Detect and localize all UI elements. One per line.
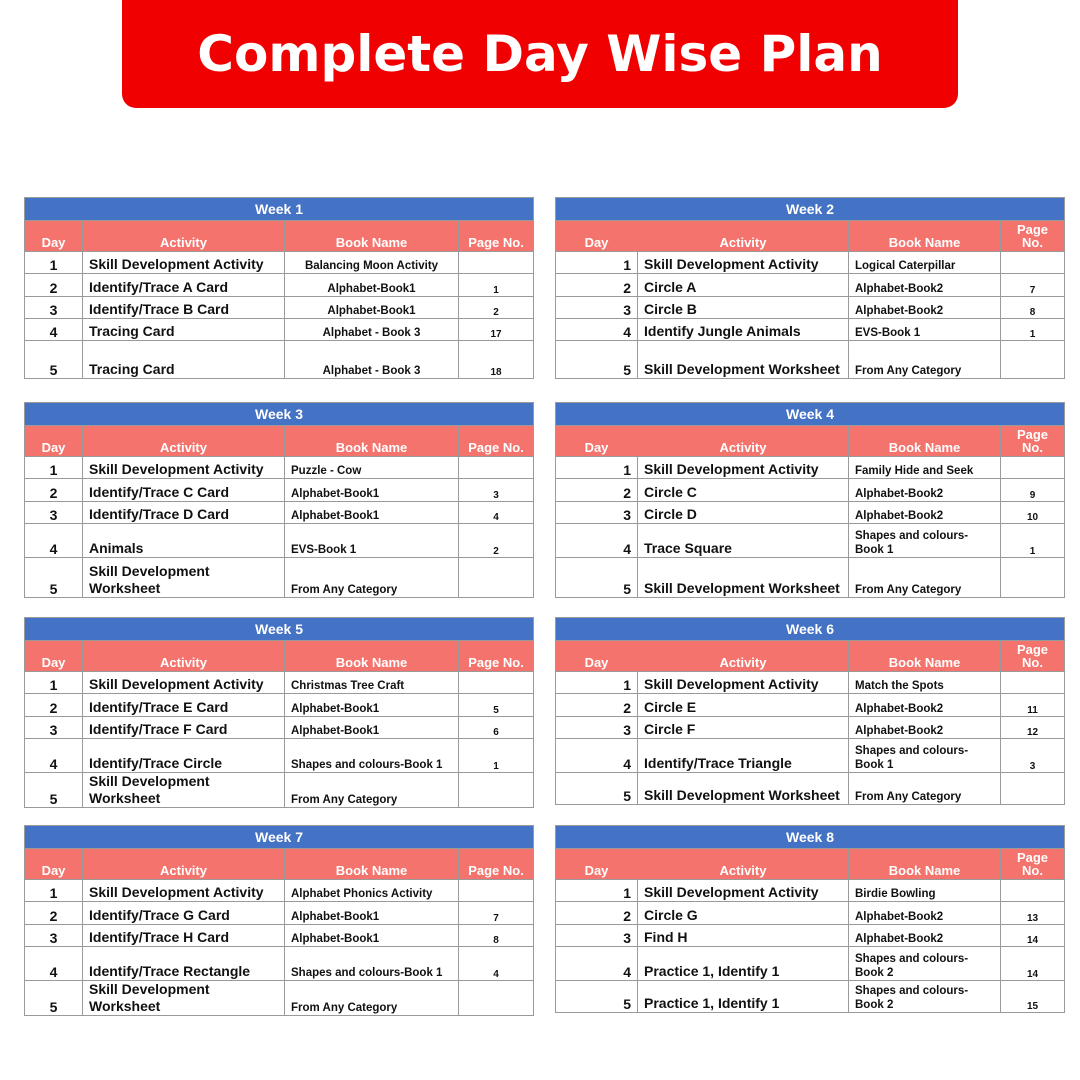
day-cell: 5 <box>556 341 638 379</box>
header-page-no: Page No. <box>1001 849 1065 880</box>
day-cell: 1 <box>25 252 83 274</box>
table-row <box>25 479 534 502</box>
table-row <box>25 341 534 379</box>
header-activity: Activity <box>83 849 285 880</box>
book-name-cell: Birdie Bowling <box>849 880 1001 902</box>
page-no-cell <box>459 558 534 598</box>
page-no-cell <box>1001 558 1065 598</box>
activity-cell: Identify/Trace H Card <box>83 925 285 947</box>
table-row <box>25 773 534 808</box>
week-title: Week 5 <box>25 618 534 641</box>
page-no-cell: 7 <box>459 902 534 925</box>
header-day: Day <box>556 221 638 252</box>
book-name-cell: From Any Category <box>285 981 459 1016</box>
book-name-cell: Shapes and colours-Book 1 <box>849 524 1001 558</box>
activity-cell: Practice 1, Identify 1 <box>638 981 849 1013</box>
book-name-cell: Shapes and colours-Book 1 <box>285 947 459 981</box>
week-table <box>555 402 1065 598</box>
book-name-cell: Alphabet-Book1 <box>285 479 459 502</box>
page-no-cell: 7 <box>1001 274 1065 297</box>
page-no-cell: 17 <box>459 319 534 341</box>
table-row <box>25 457 534 479</box>
activity-cell: Animals <box>83 524 285 558</box>
day-cell: 1 <box>556 252 638 274</box>
table-row <box>25 672 534 694</box>
header-book-name: Book Name <box>849 849 1001 880</box>
activity-cell: Identify/Trace C Card <box>83 479 285 502</box>
day-cell: 1 <box>25 457 83 479</box>
day-cell: 3 <box>556 717 638 739</box>
page-no-cell: 1 <box>459 739 534 773</box>
day-cell: 4 <box>556 319 638 341</box>
activity-cell: Skill Development Worksheet <box>638 558 849 598</box>
book-name-cell: Balancing Moon Activity <box>285 252 459 274</box>
day-cell: 4 <box>556 524 638 558</box>
page-no-cell: 9 <box>1001 479 1065 502</box>
day-cell: 5 <box>25 341 83 379</box>
day-cell: 4 <box>25 947 83 981</box>
table-row <box>25 902 534 925</box>
day-cell: 2 <box>556 479 638 502</box>
table-row <box>25 694 534 717</box>
page-no-cell <box>1001 252 1065 274</box>
week-title: Week 8 <box>556 826 1065 849</box>
page-no-cell: 18 <box>459 341 534 379</box>
activity-cell: Identify/Trace F Card <box>83 717 285 739</box>
table-row <box>556 773 1065 805</box>
page-no-cell <box>1001 457 1065 479</box>
table-row <box>556 457 1065 479</box>
book-name-cell: Alphabet-Book2 <box>849 479 1001 502</box>
page-no-cell: 13 <box>1001 902 1065 925</box>
page-no-cell: 14 <box>1001 925 1065 947</box>
page-no-cell: 4 <box>459 502 534 524</box>
table-row <box>25 274 534 297</box>
page-no-cell: 15 <box>1001 981 1065 1013</box>
week-table <box>555 617 1065 805</box>
day-cell: 4 <box>556 947 638 981</box>
book-name-cell: Alphabet-Book2 <box>849 297 1001 319</box>
header-page-no: Page No. <box>459 641 534 672</box>
book-name-cell: From Any Category <box>849 558 1001 598</box>
table-row <box>556 252 1065 274</box>
day-cell: 3 <box>25 925 83 947</box>
day-cell: 5 <box>25 981 83 1016</box>
page-no-cell: 10 <box>1001 502 1065 524</box>
activity-cell: Skill Development Activity <box>83 252 285 274</box>
week-table <box>24 825 534 1016</box>
page-no-cell: 2 <box>459 297 534 319</box>
table-row <box>556 902 1065 925</box>
table-row <box>25 739 534 773</box>
activity-cell: Identify/Trace Circle <box>83 739 285 773</box>
book-name-cell: Alphabet-Book2 <box>849 502 1001 524</box>
activity-cell: Tracing Card <box>83 341 285 379</box>
week-title: Week 6 <box>556 618 1065 641</box>
activity-cell: Circle E <box>638 694 849 717</box>
book-name-cell: From Any Category <box>849 773 1001 805</box>
week-table <box>24 617 534 808</box>
activity-cell: Circle B <box>638 297 849 319</box>
day-cell: 3 <box>556 297 638 319</box>
activity-cell: Identify/Trace Triangle <box>638 739 849 773</box>
page-no-cell <box>1001 341 1065 379</box>
day-cell: 5 <box>556 981 638 1013</box>
table-row <box>556 672 1065 694</box>
table-row <box>556 717 1065 739</box>
page-no-cell: 1 <box>1001 524 1065 558</box>
week-title: Week 3 <box>25 403 534 426</box>
day-cell: 2 <box>25 694 83 717</box>
table-row <box>556 479 1065 502</box>
day-cell: 5 <box>25 558 83 598</box>
activity-cell: Identify/Trace D Card <box>83 502 285 524</box>
activity-cell: Skill Development Activity <box>638 880 849 902</box>
table-row <box>25 947 534 981</box>
book-name-cell: EVS-Book 1 <box>285 524 459 558</box>
book-name-cell: Alphabet-Book1 <box>285 274 459 297</box>
table-row <box>25 558 534 598</box>
header-page-no: Page No. <box>459 221 534 252</box>
header-page-no: Page No. <box>1001 641 1065 672</box>
header-day: Day <box>556 641 638 672</box>
page-no-cell <box>459 981 534 1016</box>
header-activity: Activity <box>83 641 285 672</box>
table-row <box>25 717 534 739</box>
header-activity: Activity <box>83 221 285 252</box>
book-name-cell: Alphabet-Book1 <box>285 925 459 947</box>
book-name-cell: Alphabet - Book 3 <box>285 341 459 379</box>
activity-cell: Circle G <box>638 902 849 925</box>
book-name-cell: Shapes and colours-Book 1 <box>285 739 459 773</box>
day-cell: 2 <box>25 902 83 925</box>
activity-cell: Skill Development Worksheet <box>83 773 285 808</box>
activity-cell: Identify Jungle Animals <box>638 319 849 341</box>
activity-cell: Skill Development Activity <box>638 672 849 694</box>
book-name-cell: Family Hide and Seek <box>849 457 1001 479</box>
week-title: Week 2 <box>556 198 1065 221</box>
activity-cell: Identify/Trace A Card <box>83 274 285 297</box>
activity-cell: Skill Development Worksheet <box>638 773 849 805</box>
header-page-no: Page No. <box>459 426 534 457</box>
book-name-cell: From Any Category <box>285 558 459 598</box>
book-name-cell: EVS-Book 1 <box>849 319 1001 341</box>
header-book-name: Book Name <box>285 849 459 880</box>
day-cell: 5 <box>556 773 638 805</box>
book-name-cell: Alphabet-Book2 <box>849 902 1001 925</box>
table-row <box>556 981 1065 1013</box>
day-cell: 3 <box>25 297 83 319</box>
activity-cell: Skill Development Activity <box>638 252 849 274</box>
header-book-name: Book Name <box>849 426 1001 457</box>
table-row <box>556 739 1065 773</box>
header-day: Day <box>556 426 638 457</box>
table-row <box>556 947 1065 981</box>
book-name-cell: Alphabet-Book1 <box>285 502 459 524</box>
day-cell: 1 <box>25 880 83 902</box>
week-table <box>555 197 1065 379</box>
book-name-cell: Shapes and colours-Book 2 <box>849 981 1001 1013</box>
day-cell: 3 <box>25 502 83 524</box>
day-cell: 4 <box>25 739 83 773</box>
page-no-cell <box>459 773 534 808</box>
day-cell: 2 <box>556 902 638 925</box>
table-row <box>25 297 534 319</box>
day-cell: 3 <box>556 925 638 947</box>
day-cell: 2 <box>25 479 83 502</box>
activity-cell: Identify/Trace Rectangle <box>83 947 285 981</box>
book-name-cell: Alphabet Phonics Activity <box>285 880 459 902</box>
page-no-cell: 14 <box>1001 947 1065 981</box>
activity-cell: Circle D <box>638 502 849 524</box>
activity-cell: Identify/Trace E Card <box>83 694 285 717</box>
page-no-cell <box>1001 773 1065 805</box>
header-page-no: Page No. <box>1001 426 1065 457</box>
table-row <box>556 274 1065 297</box>
book-name-cell: Match the Spots <box>849 672 1001 694</box>
day-cell: 2 <box>556 274 638 297</box>
header-activity: Activity <box>638 426 849 457</box>
activity-cell: Circle A <box>638 274 849 297</box>
activity-cell: Identify/Trace G Card <box>83 902 285 925</box>
week-table <box>24 197 534 379</box>
activity-cell: Skill Development Activity <box>83 880 285 902</box>
week-title: Week 7 <box>25 826 534 849</box>
header-book-name: Book Name <box>285 426 459 457</box>
title-banner <box>122 0 958 108</box>
page-no-cell <box>1001 880 1065 902</box>
table-row <box>556 319 1065 341</box>
header-page-no: Page No. <box>1001 221 1065 252</box>
activity-cell: Skill Development Activity <box>638 457 849 479</box>
activity-cell: Circle F <box>638 717 849 739</box>
header-book-name: Book Name <box>849 221 1001 252</box>
activity-cell: Trace Square <box>638 524 849 558</box>
activity-cell: Circle C <box>638 479 849 502</box>
table-row <box>25 502 534 524</box>
day-cell: 4 <box>25 524 83 558</box>
week-title: Week 1 <box>25 198 534 221</box>
book-name-cell: Alphabet-Book2 <box>849 694 1001 717</box>
table-row <box>556 558 1065 598</box>
book-name-cell: Alphabet-Book2 <box>849 274 1001 297</box>
page-no-cell: 5 <box>459 694 534 717</box>
table-row <box>25 925 534 947</box>
page-no-cell: 11 <box>1001 694 1065 717</box>
header-day: Day <box>25 426 83 457</box>
page-no-cell: 1 <box>1001 319 1065 341</box>
header-book-name: Book Name <box>849 641 1001 672</box>
header-activity: Activity <box>638 221 849 252</box>
day-cell: 4 <box>25 319 83 341</box>
page-title: Complete Day Wise Plan <box>197 25 883 83</box>
header-activity: Activity <box>638 849 849 880</box>
week-title: Week 4 <box>556 403 1065 426</box>
page-no-cell: 12 <box>1001 717 1065 739</box>
week-table <box>24 402 534 598</box>
table-row <box>556 502 1065 524</box>
header-activity: Activity <box>83 426 285 457</box>
header-day: Day <box>25 641 83 672</box>
page-no-cell <box>459 672 534 694</box>
book-name-cell: Alphabet-Book2 <box>849 717 1001 739</box>
book-name-cell: Shapes and colours-Book 2 <box>849 947 1001 981</box>
day-cell: 3 <box>25 717 83 739</box>
header-activity: Activity <box>638 641 849 672</box>
activity-cell: Find H <box>638 925 849 947</box>
day-cell: 1 <box>556 457 638 479</box>
activity-cell: Skill Development Activity <box>83 457 285 479</box>
table-row <box>556 297 1065 319</box>
activity-cell: Skill Development Worksheet <box>83 981 285 1016</box>
page-no-cell <box>459 880 534 902</box>
activity-cell: Practice 1, Identify 1 <box>638 947 849 981</box>
day-cell: 2 <box>556 694 638 717</box>
table-row <box>25 880 534 902</box>
table-row <box>25 252 534 274</box>
day-cell: 2 <box>25 274 83 297</box>
day-cell: 5 <box>556 558 638 598</box>
day-cell: 1 <box>25 672 83 694</box>
day-cell: 1 <box>556 880 638 902</box>
book-name-cell: Alphabet - Book 3 <box>285 319 459 341</box>
book-name-cell: Christmas Tree Craft <box>285 672 459 694</box>
table-row <box>556 880 1065 902</box>
page-no-cell: 8 <box>1001 297 1065 319</box>
day-cell: 3 <box>556 502 638 524</box>
activity-cell: Skill Development Worksheet <box>638 341 849 379</box>
page-no-cell <box>459 457 534 479</box>
book-name-cell: Alphabet-Book1 <box>285 902 459 925</box>
page-no-cell <box>1001 672 1065 694</box>
header-day: Day <box>25 849 83 880</box>
book-name-cell: Alphabet-Book1 <box>285 717 459 739</box>
header-day: Day <box>25 221 83 252</box>
table-row <box>25 319 534 341</box>
activity-cell: Skill Development Activity <box>83 672 285 694</box>
day-cell: 5 <box>25 773 83 808</box>
book-name-cell: Puzzle - Cow <box>285 457 459 479</box>
day-cell: 1 <box>556 672 638 694</box>
week-table <box>555 825 1065 1013</box>
activity-cell: Tracing Card <box>83 319 285 341</box>
book-name-cell: Shapes and colours-Book 1 <box>849 739 1001 773</box>
activity-cell: Identify/Trace B Card <box>83 297 285 319</box>
day-cell: 4 <box>556 739 638 773</box>
page-no-cell: 8 <box>459 925 534 947</box>
book-name-cell: Logical Caterpillar <box>849 252 1001 274</box>
page-no-cell <box>459 252 534 274</box>
page-no-cell: 3 <box>459 479 534 502</box>
book-name-cell: Alphabet-Book1 <box>285 297 459 319</box>
table-row <box>25 981 534 1016</box>
header-page-no: Page No. <box>459 849 534 880</box>
page-no-cell: 2 <box>459 524 534 558</box>
book-name-cell: From Any Category <box>849 341 1001 379</box>
table-row <box>25 524 534 558</box>
header-day: Day <box>556 849 638 880</box>
book-name-cell: From Any Category <box>285 773 459 808</box>
table-row <box>556 694 1065 717</box>
header-book-name: Book Name <box>285 641 459 672</box>
table-row <box>556 524 1065 558</box>
page-no-cell: 1 <box>459 274 534 297</box>
page-no-cell: 6 <box>459 717 534 739</box>
page-no-cell: 3 <box>1001 739 1065 773</box>
table-row <box>556 925 1065 947</box>
activity-cell: Skill Development Worksheet <box>83 558 285 598</box>
header-book-name: Book Name <box>285 221 459 252</box>
page-no-cell: 4 <box>459 947 534 981</box>
book-name-cell: Alphabet-Book2 <box>849 925 1001 947</box>
book-name-cell: Alphabet-Book1 <box>285 694 459 717</box>
table-row <box>556 341 1065 379</box>
